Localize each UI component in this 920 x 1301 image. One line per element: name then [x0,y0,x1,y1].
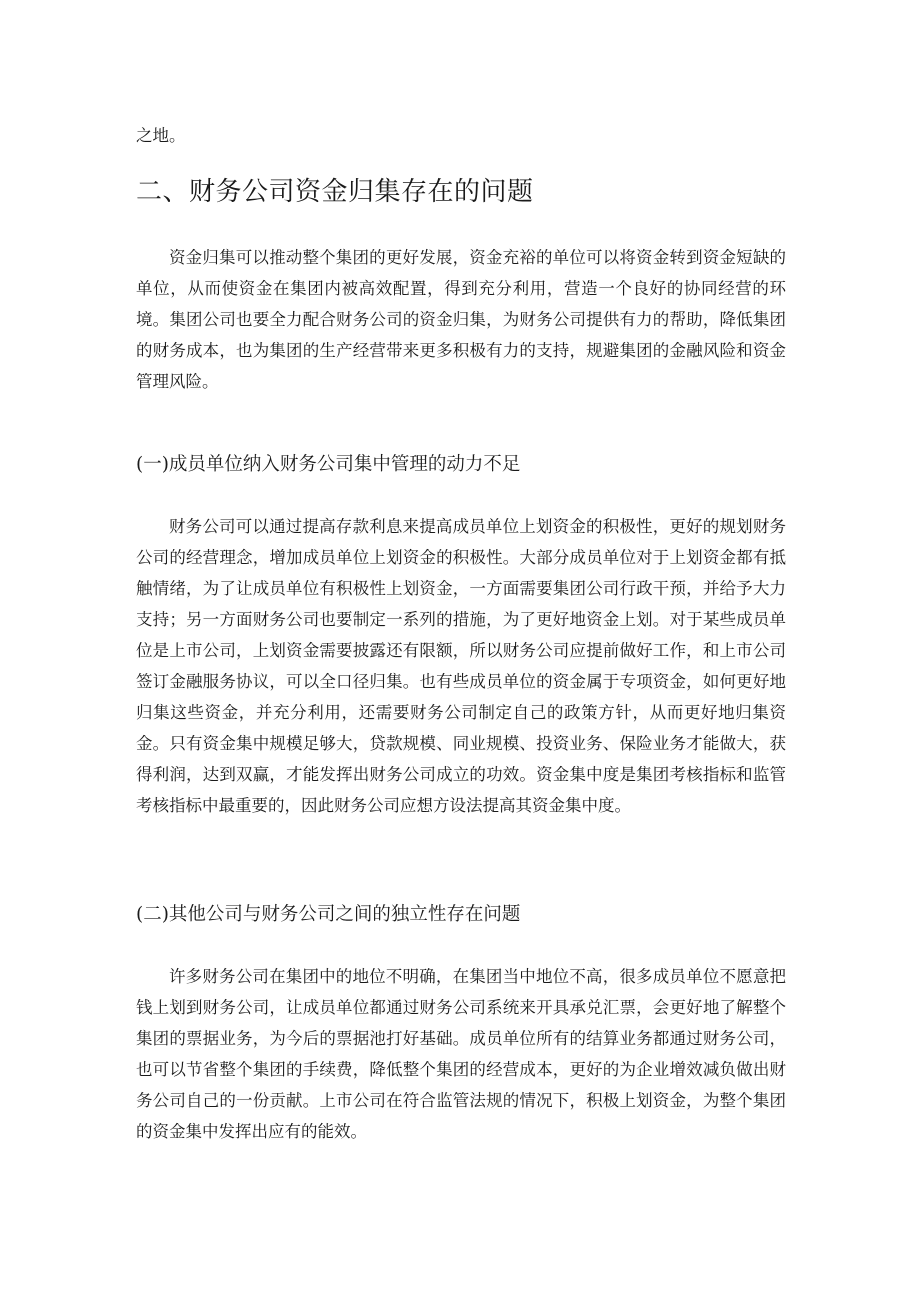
subsection-heading-2: (二)其他公司与财务公司之间的独立性存在问题 [136,904,521,925]
section-heading: 二、财务公司资金归集存在的问题 [136,177,534,207]
continuation-text: 之地。 [136,126,186,145]
subsection-heading-1: (一)成员单位纳入财务公司集中管理的动力不足 [136,454,521,475]
subsection-paragraph-1: 财务公司可以通过提高存款利息来提高成员单位上划资金的积极性，更好的规划财务公司的经营理念，增加成员单位上划资金的积极性。大部分成员单位对于上划资金都有抵触情绪，为了让成员单位有积极性上划资金，一方面需要集团公司行政干预，并给予大力支持；另一方面财务公司也要制定一系列的措施，为了更好地资金上划。对于某些成员单位是上市公司，上划资金需要披露还有限额，所以财务公司应提前做好工作，和上市公司签订金融服务协议，可以全口径归集。也有些成员单位的资金属于专项资金，如何更好地归集这些资金，并充分利用，还需要财务公司制定自己的政策方针，从而更好地归集资金。只有资金集中规模足够大，贷款规模、同业规模、投资业务、保险业务才能做大，获得利润，达到双赢，才能发挥出财务公司成立的功效。资金集中度是集团考核指标和监管考核指标中最重要的，因此财务公司应想方设法提高其资金集中度。 [136,517,786,815]
intro-paragraph: 资金归集可以推动整个集团的更好发展，资金充裕的单位可以将资金转到资金短缺的单位，从而使资金在集团内被高效配置，得到充分利用，营造一个良好的协同经营的环境。集团公司也要全力配合财务公司的资金归集，为财务公司提供有力的帮助，降低集团的财务成本，也为集团的生产经营带来更多积极有力的支持，规避集团的金融风险和资金管理风险。 [136,248,786,391]
subsection-paragraph-2: 许多财务公司在集团中的地位不明确，在集团当中地位不高，很多成员单位不愿意把钱上划到财务公司，让成员单位都通过财务公司系统来开具承兑汇票，会更好地了解整个集团的票据业务，为今后的票据池打好基础。成员单位所有的结算业务都通过财务公司，也可以节省整个集团的手续费，降低整个集团的经营成本，更好的为企业增效减负做出财务公司自己的一份贡献。上市公司在符合监管法规的情况下，积极上划资金，为整个集团的资金集中发挥出应有的能效。 [136,967,786,1141]
